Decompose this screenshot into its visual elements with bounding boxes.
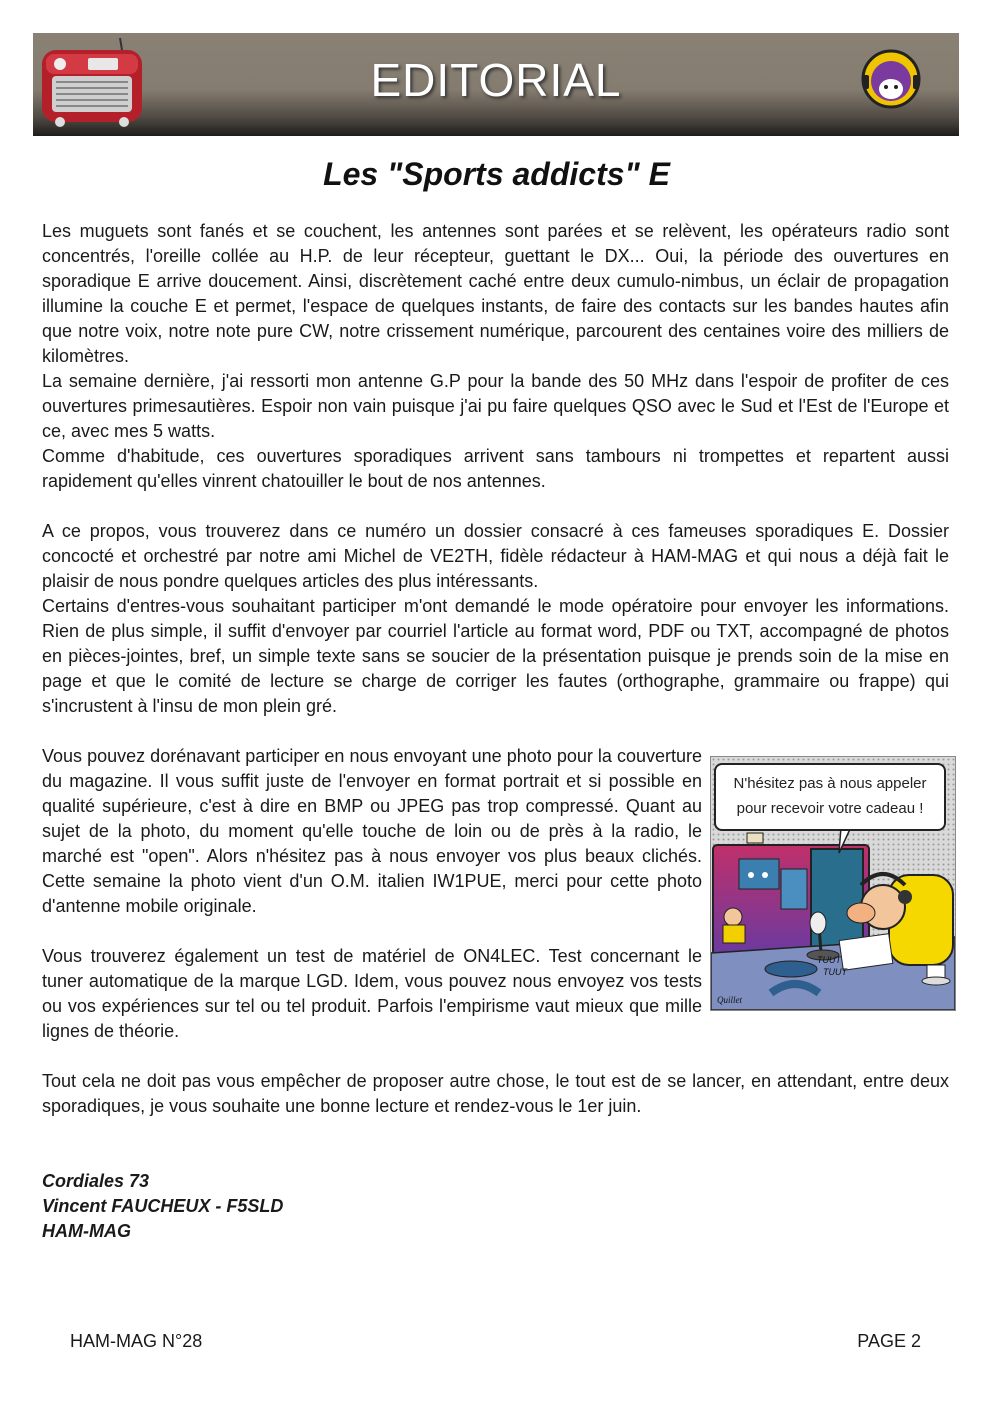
bubble-line-2: pour recevoir votre cadeau !: [736, 800, 924, 817]
section-title: EDITORIAL: [370, 54, 622, 106]
signature-line-3: HAM-MAG: [42, 1221, 131, 1241]
footer-page-number: PAGE 2: [857, 1331, 921, 1351]
artist-signature: Quillet: [717, 995, 742, 1005]
signature-line-1: Cordiales 73: [42, 1171, 150, 1191]
header-banner: [33, 33, 959, 136]
article-paragraph-6: Vous pouvez dorénavant participer en nous envoyant une photo pour la couverture du magazine. Il vous suffit juste de l'envoyer en format portrait et si possible en qualité supérieure, c'est à dire en BMP ou JPEG pas trop compressé. Quant au sujet de la photo, du moment qu'elle touche de loin ou de près à la radio, le marché est "open". Alors n'hésitez pas à nous envoyer vos plus beaux clichés. Cette semaine la photo vient d'un O.M. italien IW1PUE, merci pour cette photo d'antenne mobile originale.: [42, 746, 702, 916]
signature-line-2: Vincent FAUCHEUX - F5SLD: [42, 1196, 284, 1216]
sound-effect-1: TUUT: [817, 955, 841, 965]
article-headline: Les "Sports addicts" E: [323, 156, 670, 192]
footer-issue: HAM-MAG N°28: [70, 1331, 203, 1351]
speech-bubble: [714, 763, 946, 831]
cartoon-illustration: [710, 756, 956, 1011]
article-paragraph-4: A ce propos, vous trouverez dans ce numéro un dossier consacré à ces fameuses sporadiques E. Dossier concocté et orchestré par notre ami Michel de VE2TH, fidèle rédacteur à HAM-MAG et qui nous a déjà fait le plaisir de nous pondre quelques articles des plus intéressants.: [42, 521, 949, 591]
article-paragraph-1: Les muguets sont fanés et se couchent, les antennes sont parées et se relèvent, les opérateurs radio sont concentrés, l'oreille collée au H.P. de leur récepteur, guettant le DX... Oui, la période des ouvertures en sporadique E arrive doucement. Ainsi, discrètement caché entre deux cumulo-nimbus, un éclair de propagation illumine la couche E et permet, l'espace de quelques instants, de faire des contacts sur les bandes hautes afin que notre voix, notre note pure CW, notre crissement numérique, parcourent des centaines voire des milliers de kilomètres.: [42, 221, 949, 366]
article-paragraph-7: Vous trouverez également un test de matériel de ON4LEC. Test concernant le tuner automatique de la marque LGD. Idem, vous pouvez nous envoyez vos tests ou vos expériences sur tel ou tel produit. Parfois l'empirisme vaut mieux que mille lignes de théorie.: [42, 946, 702, 1041]
ham-mag-mascot-icon: [857, 45, 925, 111]
article-paragraph-5: Certains d'entres-vous souhaitant participer m'ont demandé le mode opératoire pour envoyer les informations. Rien de plus simple, il suffit d'envoyer par courriel l'article au format word, PDF ou TXT, accompagné de photos en pièces-jointes, bref, un simple texte sans se soucier de la présentation puisque je prends soin de la mise en page et que le comité de lecture se charge de corriger les fautes (orthographe, grammaire ou frappe) qui s'incrustent à l'insu de mon plein gré.: [42, 596, 949, 716]
article-paragraph-3: Comme d'habitude, ces ouvertures sporadiques arrivent sans tambours ni trompettes et repartent aussi rapidement qu'elles vinrent chatouiller le bout de nos antennes.: [42, 446, 949, 491]
article-paragraph-8: Tout cela ne doit pas vous empêcher de proposer autre chose, le tout est de se lancer, en attendant, entre deux sporadiques, je vous souhaite une bonne lecture et rendez-vous le 1er juin.: [42, 1071, 949, 1116]
bubble-line-1: N'hésitez pas à nous appeler: [733, 775, 927, 792]
sound-effect-2: TUUT: [823, 967, 847, 977]
article-paragraph-2: La semaine dernière, j'ai ressorti mon antenne G.P pour la bande des 50 MHz dans l'espoir de profiter de ces ouvertures primesautières. Espoir non vain puisque j'ai pu faire quelques QSO avec le Sud et l'Est de l'Europe et ce, avec mes 5 watts.: [42, 371, 949, 441]
